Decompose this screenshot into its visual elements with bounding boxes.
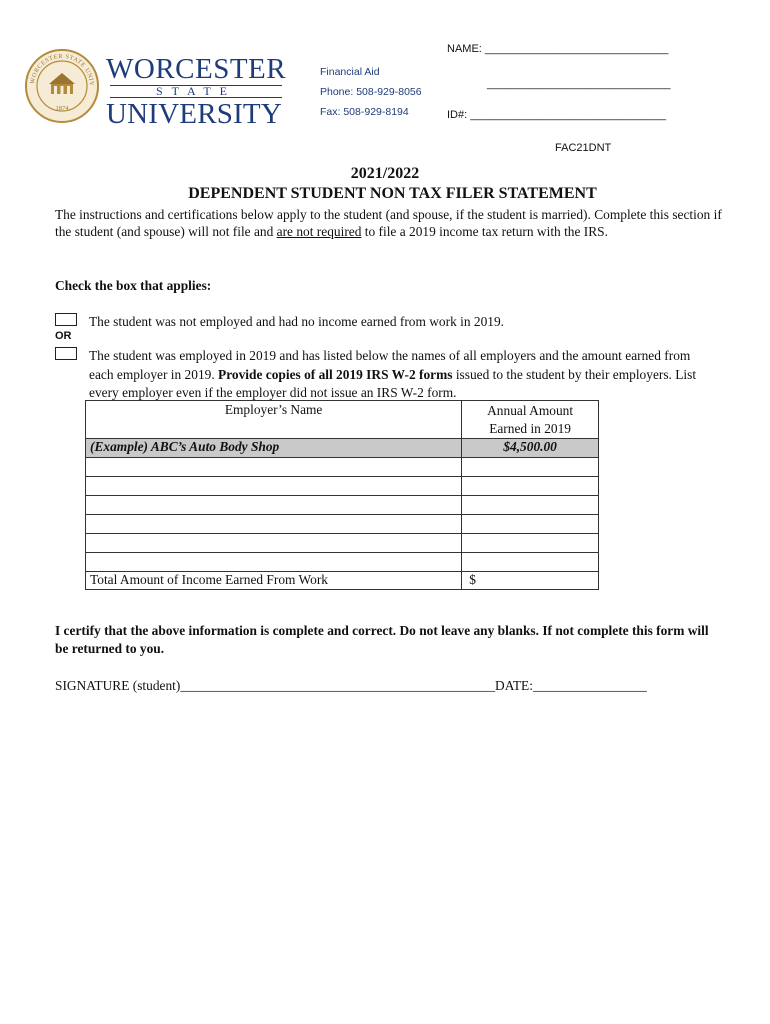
table-total-row [86, 572, 599, 590]
amount-cell[interactable] [462, 477, 599, 496]
employer-name-cell[interactable] [86, 534, 462, 553]
phone-number: Phone: 508-929-8056 [320, 86, 422, 98]
amount-cell[interactable] [462, 515, 599, 534]
table-row [86, 515, 599, 534]
employer-name-cell[interactable] [86, 496, 462, 515]
check-heading: Check the box that applies: [55, 278, 212, 293]
option2-part1: The student was employed in 2019 and has listed below the names of all employers and the amount earned from each employer in 2019. [89, 348, 691, 382]
option2-bold: Provide copies of all 2019 IRS W-2 forms [218, 366, 453, 382]
logo-line-university: UNIVERSITY [106, 98, 282, 130]
form-title: DEPENDENT STUDENT NON TAX FILER STATEMENT [188, 185, 597, 202]
example-employer-name: (Example) ABC’s Auto Body Shop [86, 439, 462, 458]
table-header-row [86, 401, 599, 439]
office-name: Financial Aid [320, 66, 380, 78]
employer-name-header: Employer’s Name [86, 401, 462, 439]
amount-cell[interactable] [462, 496, 599, 515]
employer-name-cell[interactable] [86, 458, 462, 477]
id-field[interactable]: ID#: ________________________________ [447, 109, 666, 121]
table-row [86, 553, 599, 572]
form-year: 2021/2022 [350, 165, 420, 182]
logo-wordmark [106, 54, 286, 129]
option2-checkbox[interactable] [55, 347, 77, 360]
total-amount-cell[interactable]: $ [462, 572, 599, 590]
annual-amount-header-line1: Annual Amount [487, 403, 574, 418]
option2-part2: issued to the student by their employers. List every employer even if the employer did not issue an IRS W-2 form. [89, 366, 697, 400]
form-code: FAC21DNT [555, 142, 612, 154]
employer-name-cell[interactable] [86, 515, 462, 534]
instructions [55, 206, 731, 240]
certification-text: I certify that the above information is complete and correct. Do not leave any blanks. If not complete this form will be returned to you. [55, 623, 709, 656]
logo-line-worcester: WORCESTER [106, 53, 287, 85]
amount-cell[interactable] [462, 553, 599, 572]
logo-line-state: STATE [110, 85, 282, 98]
name-field-line2[interactable]: ______________________________ [487, 78, 671, 90]
fax-number: Fax: 508-929-8194 [320, 106, 409, 118]
annual-amount-header-line2: Earned in 2019 [489, 421, 571, 436]
table-row [86, 496, 599, 515]
example-amount: $4,500.00 [462, 439, 599, 458]
name-field[interactable]: NAME: ______________________________ [447, 43, 669, 55]
employer-name-cell[interactable] [86, 553, 462, 572]
signature-line[interactable]: SIGNATURE (student)_______________________________________________DATE:_________________ [55, 678, 647, 693]
employer-table [85, 400, 599, 590]
instructions-underlined: are not required [276, 224, 362, 239]
annual-amount-header [462, 401, 599, 439]
table-row [86, 477, 599, 496]
option2-label [89, 347, 709, 403]
university-seal [24, 48, 100, 124]
seal-year: 1874 [55, 105, 69, 112]
seal-icon [24, 48, 100, 124]
option1-checkbox[interactable] [55, 313, 77, 326]
table-row [86, 534, 599, 553]
table-row-example [86, 439, 599, 458]
total-label: Total Amount of Income Earned From Work [86, 572, 462, 590]
table-row [86, 458, 599, 477]
instructions-part2: to file a 2019 income tax return with the IRS. [361, 224, 608, 239]
option1-label: The student was not employed and had no income earned from work in 2019. [89, 314, 505, 329]
employer-name-cell[interactable] [86, 477, 462, 496]
or-label: OR [55, 330, 72, 342]
amount-cell[interactable] [462, 458, 599, 477]
seal-text: WORCESTER STATE UNIV [28, 52, 96, 87]
amount-cell[interactable] [462, 534, 599, 553]
instructions-part1: The instructions and certifications below apply to the student (and spouse, if the student is married). Complete this section if the student (and spouse) will not file and [55, 207, 722, 239]
